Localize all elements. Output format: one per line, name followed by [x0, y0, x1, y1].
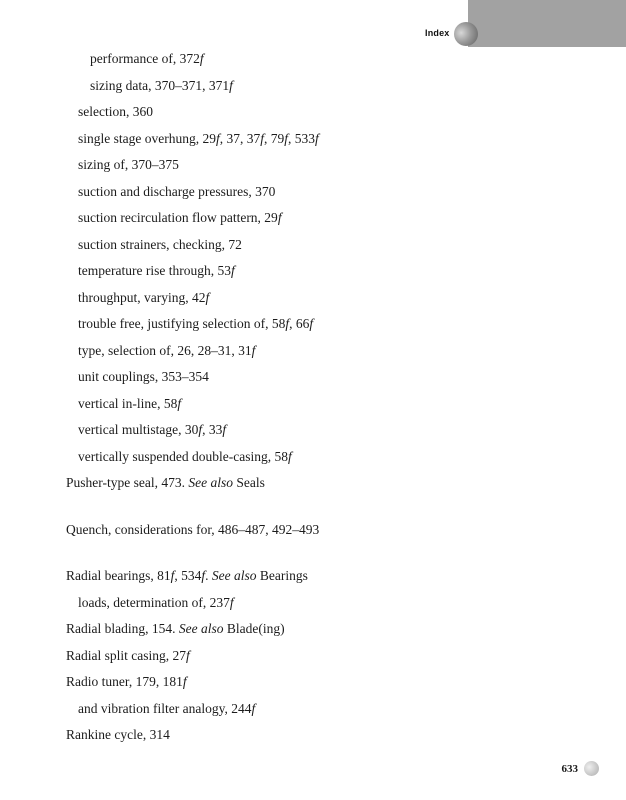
footer-circle-icon [584, 761, 599, 776]
page-footer [562, 761, 600, 776]
index-entry: vertical multistage, 30f, 33f [78, 422, 227, 437]
index-entry: Radio tuner, 179, 181f [66, 674, 187, 689]
index-entry: type, selection of, 26, 28–31, 31f [78, 342, 256, 358]
index-entry: temperature rise through, 53f [78, 263, 235, 278]
index-entry: vertically suspended double-casing, 58f [78, 448, 292, 464]
index-entry: loads, determination of, 237f [78, 594, 234, 610]
entry-spacer [66, 497, 608, 517]
index-entry: and vibration filter analogy, 244f [78, 700, 256, 716]
index-entry: sizing data, 370–371, 371f [90, 77, 233, 93]
index-entry: selection, 360 [78, 104, 153, 119]
page-number: 633 [561, 762, 578, 775]
index-entry: throughput, varying, 42f [78, 289, 210, 305]
index-entry: Radial bearings, 81f, 534f. See also Bearings [66, 568, 308, 583]
entry-spacer [66, 543, 608, 563]
index-entry: Pusher-type seal, 473. See also Seals [66, 475, 265, 490]
index-entry: trouble free, justifying selection of, 58f, 66f [78, 316, 314, 331]
index-entry: unit couplings, 353–354 [78, 369, 209, 384]
index-entry: suction recirculation flow pattern, 29f [78, 210, 282, 225]
index-entry: suction strainers, checking, 72 [78, 236, 242, 252]
index-entry: sizing of, 370–375 [78, 157, 179, 172]
index-entry: performance of, 372f [90, 51, 204, 66]
index-entry: suction and discharge pressures, 370 [78, 183, 276, 199]
header-bar [468, 0, 626, 47]
index-entry: Rankine cycle, 314 [66, 727, 170, 742]
running-head: Index [425, 28, 450, 38]
index-entry: Radial blading, 154. See also Blade(ing) [66, 621, 285, 636]
index-entry: single stage overhung, 29f, 37, 37f, 79f, 533f [78, 130, 319, 146]
index-entry: Quench, considerations for, 486–487, 492–493 [66, 521, 320, 537]
index-entries [66, 46, 608, 749]
index-entry: vertical in-line, 58f [78, 395, 182, 411]
header-circle-icon [454, 22, 478, 46]
index-entry: Radial split casing, 27f [66, 647, 190, 663]
